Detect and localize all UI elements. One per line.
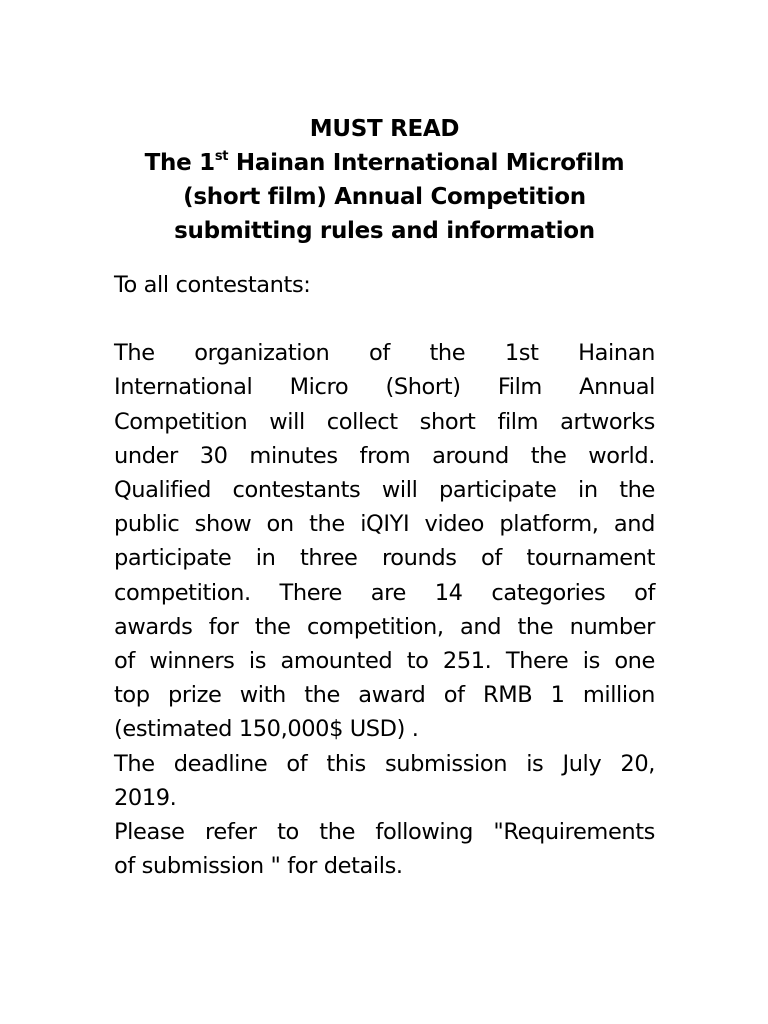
document-heading [114,112,655,248]
greeting: To all contestants: [114,272,311,298]
refer-line: Please refer to the following "Requirements [114,819,655,846]
document-page [114,112,655,883]
intro-line: top prize with the award of RMB 1 million [114,682,655,709]
intro-line: public show on the iQIYI video platform, and [114,511,655,538]
heading-ordinal-suffix: st [214,149,229,165]
deadline-paragraph [114,747,655,815]
intro-line: (estimated 150,000$ USD) . [114,716,419,743]
intro-line: International Micro (Short) Film Annual [114,374,655,401]
intro-line: participate in three rounds of tournament [114,545,655,572]
intro-line: competition. There are 14 categories of [114,579,655,606]
intro-line: Competition will collect short film artworks [114,408,655,435]
heading-line-2-suffix: Hainan International Microfilm [228,150,625,176]
heading-line-4: submitting rules and information [174,218,595,244]
heading-line-2-prefix: The 1 [144,150,215,176]
intro-line: Qualified contestants will participate in the [114,477,655,504]
heading-title: MUST READ [309,116,460,142]
heading-line-3: (short film) Annual Competition [183,184,586,210]
intro-paragraph [114,336,655,746]
heading-line-2 [114,146,655,180]
intro-line: under 30 minutes from around the world. [114,442,655,469]
refer-paragraph [114,815,655,883]
refer-line: of submission " for details. [114,853,403,880]
intro-line: awards for the competition, and the number [114,613,655,640]
intro-line: The organization of the 1st Hainan [114,340,655,367]
deadline-line: 2019. [114,784,177,811]
intro-line: of winners is amounted to 251. There is one [114,648,655,675]
deadline-line: The deadline of this submission is July 20, [114,750,655,777]
